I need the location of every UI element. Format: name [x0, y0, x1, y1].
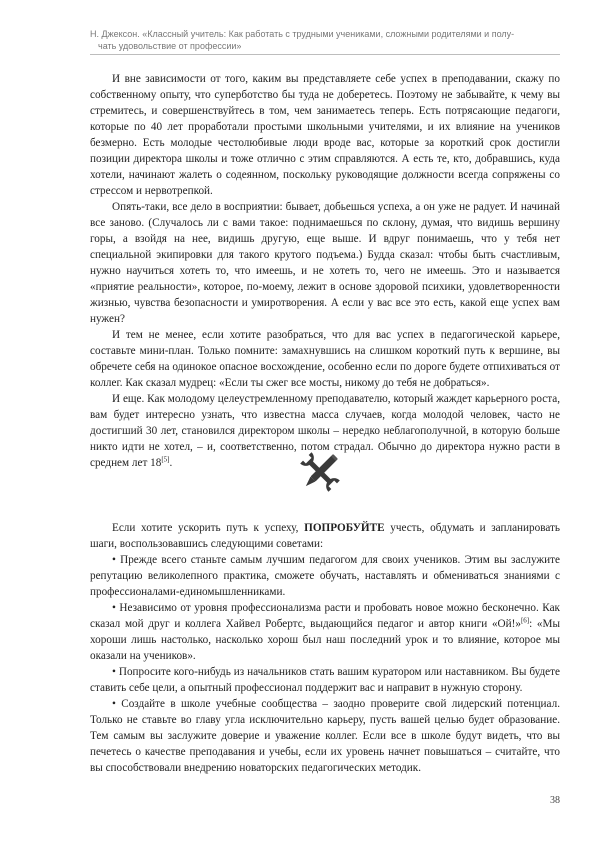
- header-line-1: Н. Джексон. «Классный учитель: Как работать с трудными учениками, сложными родителями и полу-: [90, 29, 515, 39]
- paragraph-2: Опять-таки, все дело в восприятии: бывает, добьешься успеха, а он уже не радует. И начинай все заново. (Случалось ли с вами такое: поднимаешься по склону, думая, что видишь вершину горы, а взойдя на нее, видишь другую, еще выше. И вдруг понимаешь, что у тебя нет специальной экипировки для такого крутого подъема.) Будда сказал: чтобы быть счастливым, нужно научиться хотеть то, что имеешь, и не хотеть то, чего не имеешь. Это и называется «приятие реальности», которое, по-моему, лежит в основе здоровой психики, удовлетворенности жизнью, чувства безопасности и умиротворения. А если у вас все это есть, какой еще успех вам нужен?: [90, 201, 560, 325]
- paragraph-4-end: .: [169, 457, 173, 469]
- tip-3: • Попросите кого-нибудь из начальников стать вашим куратором или наставником. Вы будете ставить себе цели, а опытный профессионал поддержит вас и направит в нужную сторону.: [90, 666, 560, 694]
- try-intro: [90, 520, 560, 552]
- tip-2-text: • Независимо от уровня профессионализма расти и пробовать новое можно бесконечно. Как сказал мой друг и коллега Хайвел Робертс, выдающийся педагог и автор книги «Ой!»: [90, 602, 560, 630]
- paragraph-1: И вне зависимости от того, каким вы представляете себе успех в преподавании, скажу по собственному опыту, что суперботство бы туда не доберетесь. Поэтому не забывайте, к чему вы стремитесь, и совершенствуйтесь в том, чем занимаетесь теперь. Есть потрясающие педагоги, которые по 40 лет проработали простыми школьными учителями, и их влияние на учеников безмерно. Есть молодые честолюбивые люди вроде вас, которые за короткий срок достигли позиции директора школы и тоже отлично с этим справляются. А есть те, кто, добравшись, куда хотели, начинают жалеть о содеянном, поскольку руководящие должности всегда сопряжены со стрессом и нервотрепкой.: [90, 73, 560, 197]
- try-keyword: ПОПРОБУЙТЕ: [304, 522, 385, 534]
- tip-1: • Прежде всего станьте самым лучшим педагогом для своих учеников. Этим вы заслужите репутацию великолепного практика, сможете обучать, наставлять и обмениваться знаниями с профессионалами-единомышленниками.: [90, 554, 560, 598]
- header-line-2: чать удовольствие от профессии»: [98, 41, 242, 51]
- tip-2-quote: : «Мы хороши лишь настолько, насколько хорош был наш последний урок и то влияние, которое мы оказали на учеников».: [90, 618, 560, 662]
- running-header: [90, 28, 560, 52]
- try-intro-rest: учесть, обдумать и запланировать шаги, воспользовавшись следующими советами:: [90, 522, 560, 550]
- paragraph-3: И тем не менее, если хотите разобраться, что для вас успех в педагогической карьере, составьте мини-план. Только помните: замахнувшись на слишком короткий путь к вершине, вы обречете себя на одинокое опасное восхождение, особенно если по дороге будете отпихиваться от коллег. Как сказал мудрец: «Если ты сжег все мосты, никому до тебя не добраться».: [90, 329, 560, 389]
- try-intro-text: Если хотите ускорить путь к успеху,: [112, 522, 305, 534]
- page-number: 38: [550, 795, 560, 806]
- tip-2: [90, 600, 560, 664]
- wrench-and-pencil-icon: [296, 448, 344, 496]
- footnote-ref-6[interactable]: [6]: [520, 616, 530, 625]
- footnote-ref-5[interactable]: [5]: [161, 455, 170, 464]
- main-text: [90, 71, 560, 471]
- try-block: [90, 520, 560, 776]
- header-divider: [90, 54, 560, 55]
- tip-4: • Создайте в школе учебные сообщества – заодно проверите свой лидерский потенциал. Только не ставьте во главу угла исключительно карьеру, пусть вашей целью будет образование. Тем самым вы заслужите доверие и уважение коллег. Если все в школе будут видеть, что вы печетесь о качестве преподавания и учебы, если их уровень начнет повышаться – считайте, что вы способствовали внедрению новаторских педагогических методик.: [90, 698, 560, 774]
- paragraph-4-text: И еще. Как молодому целеустремленному преподавателю, который жаждет карьерного роста, вам будет интересно узнать, что известна масса случаев, когда молодой человек, часто не достигший 30 лет, становился директором школы – нередко неблагополучной, в которую больше никто идти не хотел, – и, соответственно, потом страдал. Обычно до директора нужно расти в среднем лет 18: [90, 393, 560, 469]
